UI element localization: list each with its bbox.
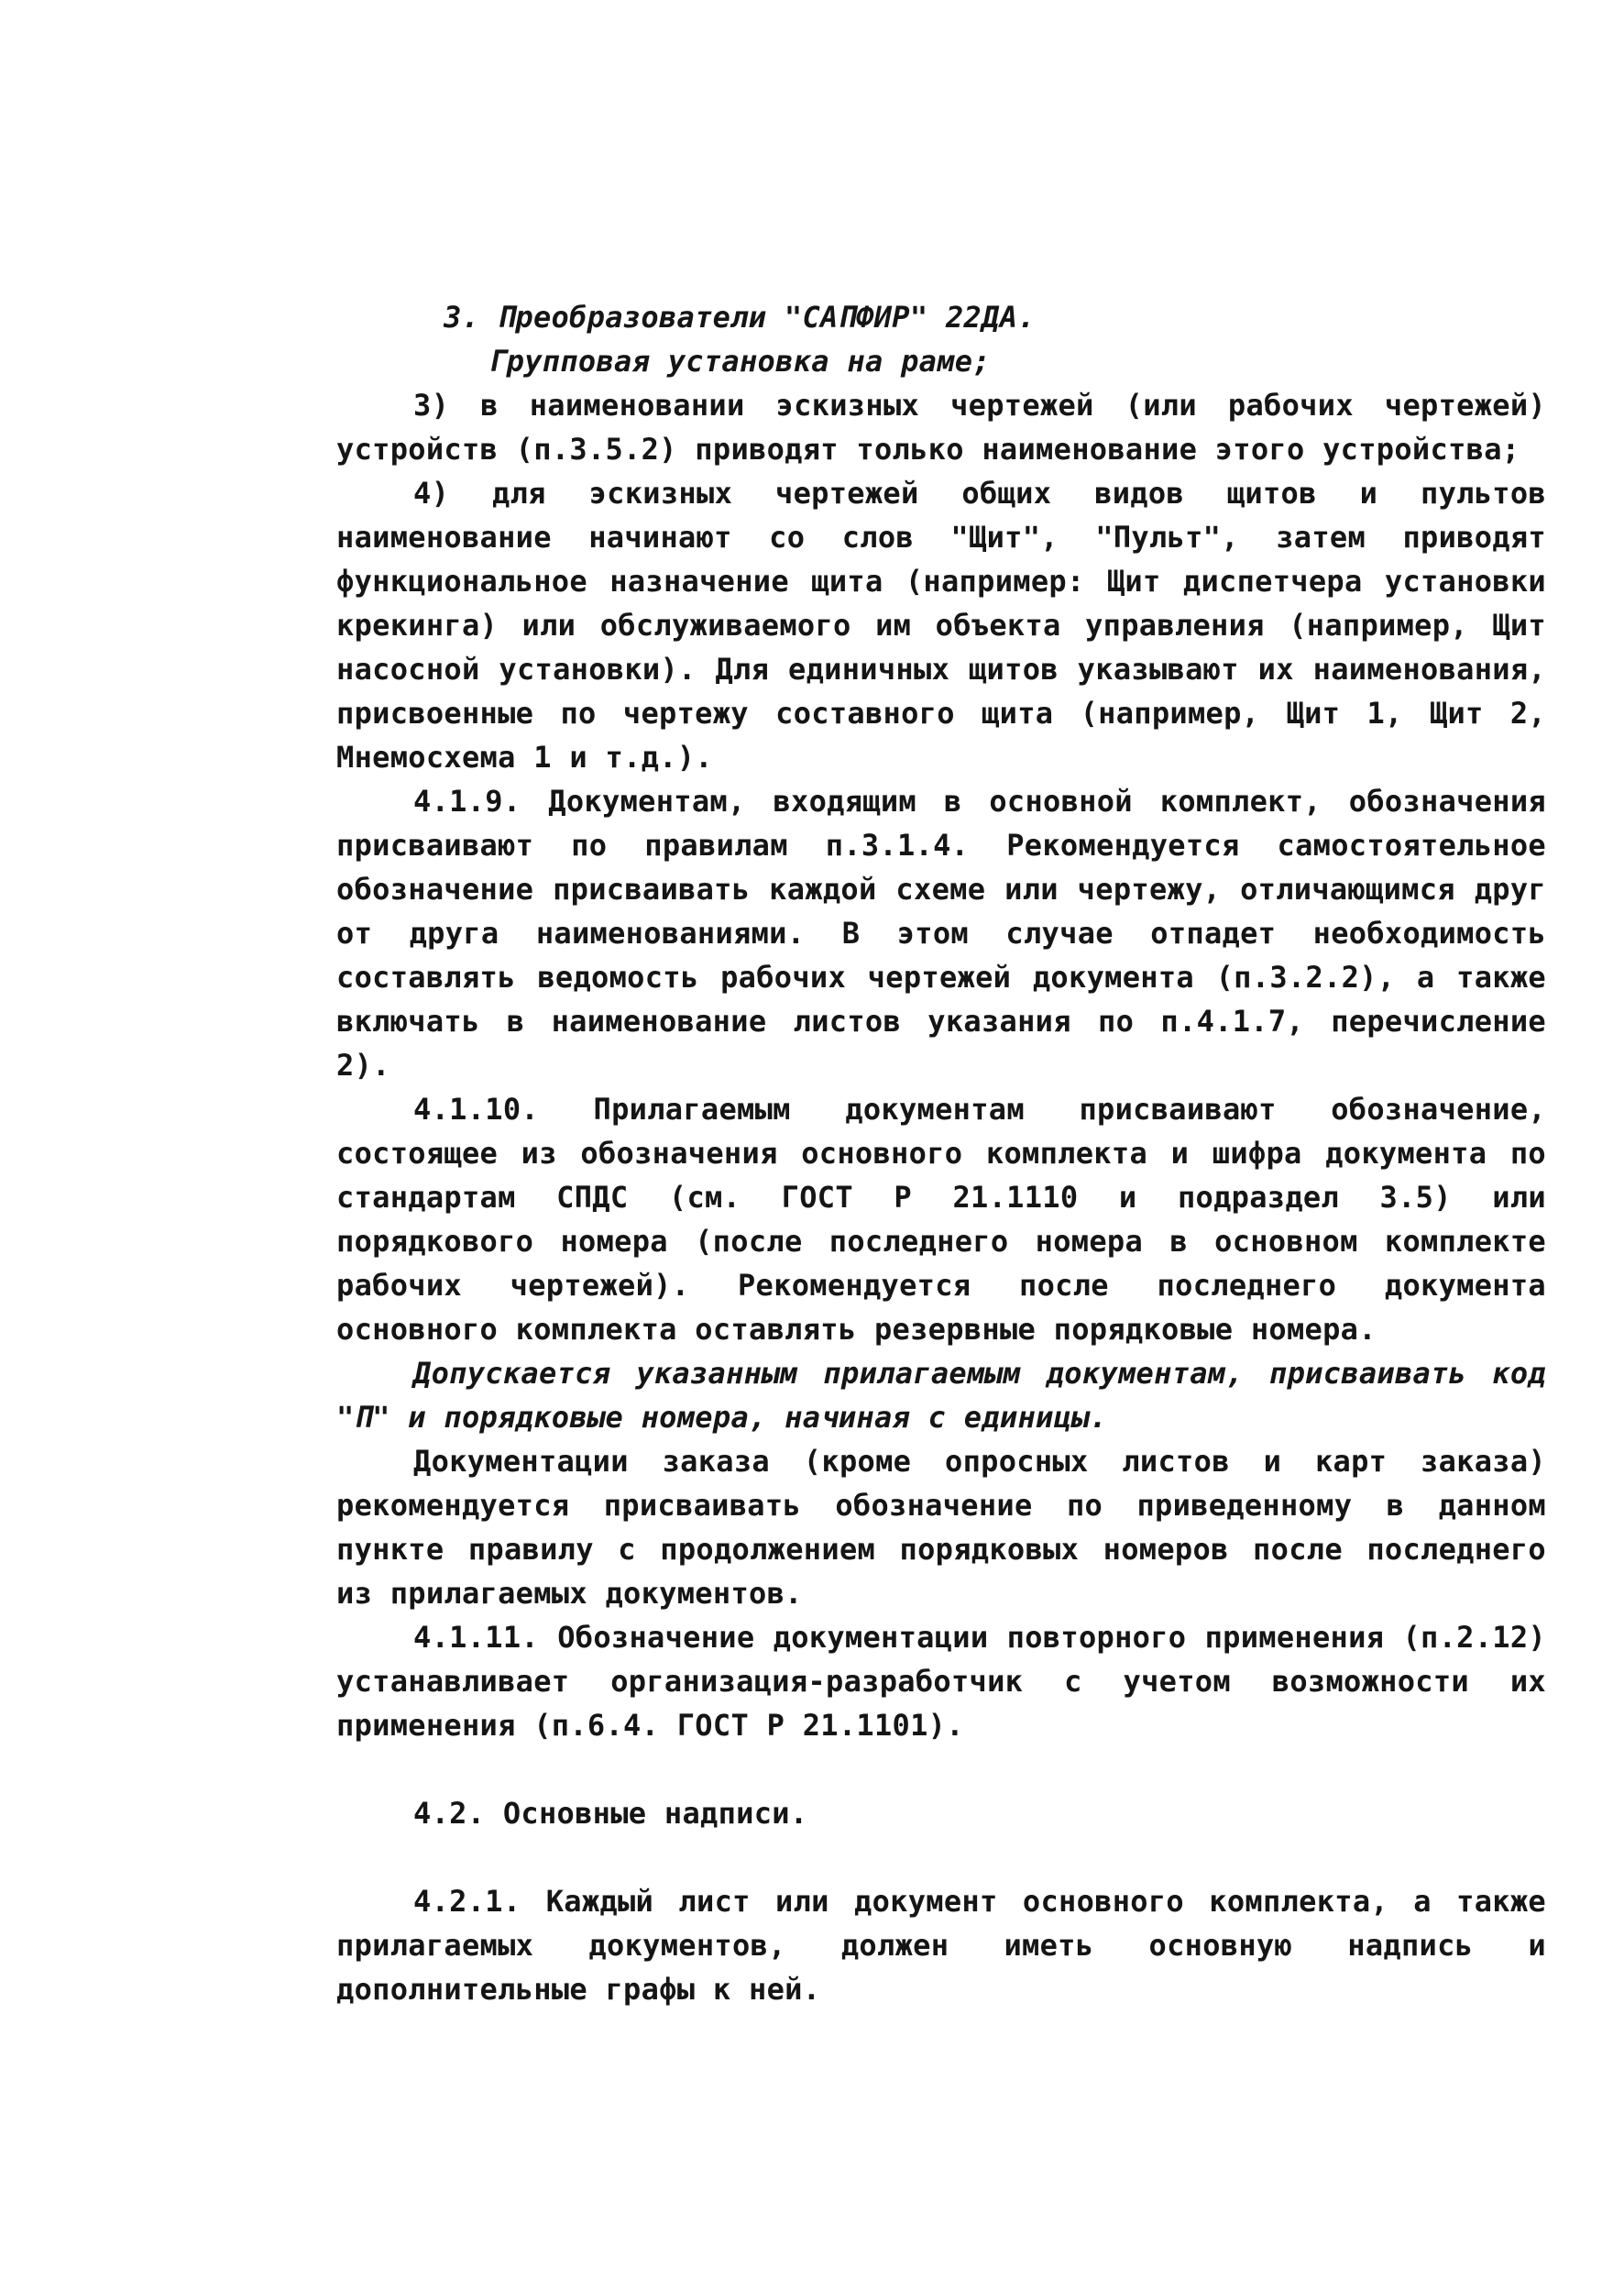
- paragraph-4-2-1: 4.2.1. Каждый лист или документ основного комплекта, а также прилагаемых документов, должен иметь основную надпись и дополнительные графы к ней.: [336, 1884, 1546, 2007]
- document-body: [336, 295, 1546, 2011]
- paragraph-item-4: 4) для эскизных чертежей общих видов щитов и пультов наименование начинают со слов "Щит", "Пульт", затем приводят функциональное назначение щита (например: Щит диспетчера установки крекинга) или обслуживаемого им объекта управления (например, Щит насосной установки). Для единичных щитов указывают их наименования, присвоенные по чертежу составного щита (например, Щит 1, Щит 2, Мнемосхема 1 и т.д.).: [336, 476, 1546, 775]
- paragraph-4-1-10: 4.1.10. Прилагаемым документам присваивают обозначение, состоящее из обозначения основного комплекта и шифра документа по стандартам СПДС (см. ГОСТ Р 21.1110 и подраздел 3.5) или порядкового номера (после последнего номера в основном комплекте рабочих чертежей). Рекомендуется после последнего документа основного комплекта оставлять резервные порядковые номера.: [336, 1092, 1546, 1347]
- paragraph-allowed: Допускается указанным прилагаемым документам, присваивать код "П" и порядковые номера, начиная с единицы.: [336, 1356, 1546, 1435]
- paragraph-order-docs: Документации заказа (кроме опросных листов и карт заказа) рекомендуется присваивать обозначение по приведенному в данном пункте правилу с продолжением порядковых номеров после последнего из прилагаемых документов.: [336, 1444, 1546, 1611]
- header-line-2: Групповая установка на раме;: [488, 344, 991, 379]
- paragraph-item-3: 3) в наименовании эскизных чертежей (или рабочих чертежей) устройств (п.3.5.2) приводят только наименование этого устройства;: [336, 388, 1546, 467]
- section-heading-4-2: 4.2. Основные надписи.: [413, 1796, 808, 1831]
- header-line-1: 3. Преобразователи "САПФИР" 22ДА.: [444, 300, 1036, 335]
- paragraph-4-1-9: 4.1.9. Документам, входящим в основной комплект, обозначения присваивают по правилам п.3.1.4. Рекомендуется самостоятельное обозначение присваивать каждой схеме или чертежу, отличающимся друг от друга наименованиями. В этом случае отпадет необходимость составлять ведомость рабочих чертежей документа (п.3.2.2), а также включать в наименование листов указания по п.4.1.7, перечисление 2).: [336, 784, 1546, 1083]
- paragraph-4-1-11: 4.1.11. Обозначение документации повторного применения (п.2.12) устанавливает организация-разработчик с учетом возможности их применения (п.6.4. ГОСТ Р 21.1101).: [336, 1620, 1546, 1743]
